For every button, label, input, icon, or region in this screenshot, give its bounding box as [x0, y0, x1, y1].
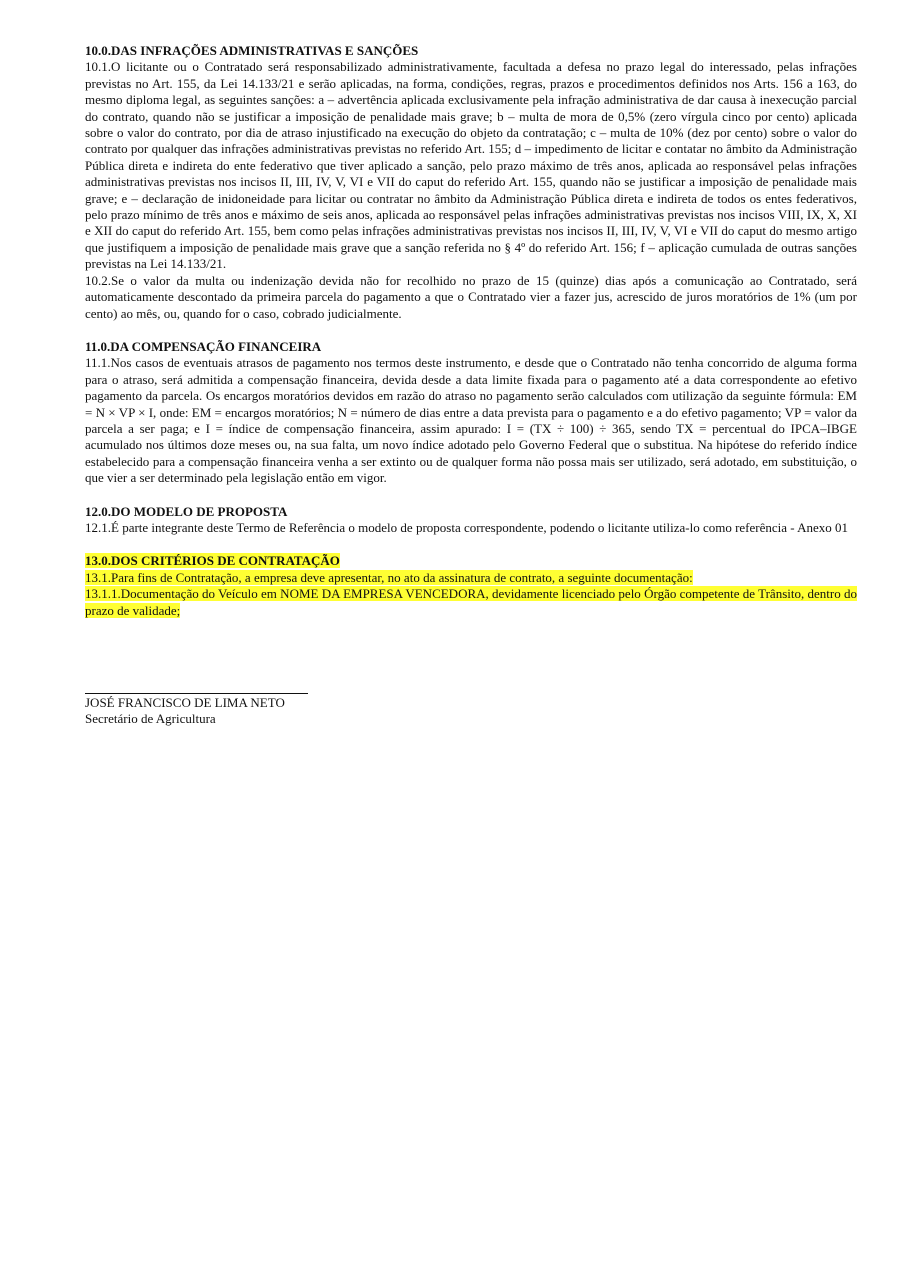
paragraph-12-1: 12.1.É parte integrante deste Termo de Referência o modelo de proposta correspondente, podendo o licitante utiliza-lo como referência - Anexo 01: [85, 519, 849, 535]
signature-block: [85, 693, 857, 728]
signatory-name: JOSÉ FRANCISCO DE LIMA NETO: [85, 695, 285, 710]
section-criterios-contratacao: [85, 553, 857, 619]
paragraph-13-1-1: [85, 586, 857, 619]
section-heading: 10.0.DAS INFRAÇÕES ADMINISTRATIVAS E SANÇÕES: [85, 43, 419, 58]
paragraph-10-1: 10.1.O licitante ou o Contratado será responsabilizado administrativamente, facultada a defesa no prazo legal do interessado, pelas infrações previstas no Art. 155, da Lei 14.133/21 e serão aplicadas, na forma, condições, regras, prazos e procedimentos definidos nos Arts. 156 a 163, do mesmo diploma legal, as seguintes sanções: a – advertência aplicada exclusivamente pela infração administrativa de dar causa à inexecução parcial do contrato, quando não se justificar a imposição de penalidade mais grave; b – multa de mora de 0,5% (zero vírgula cinco por cento) aplicada sobre o valor do contrato, por dia de atraso injustificado na execução do objeto da contratação; c – multa de 10% (dez por cento) sobre o valor do contrato por qualquer das infrações administrativas previstas no referido Art. 155; d – impedimento de licitar e contatar no âmbito da Administração Pública direta e indireta do ente federativo que tiver aplicado a sanção, pelo prazo máximo de três anos, aplicada ao responsável pelas infrações administrativas previstas nos incisos II, III, IV, V, VI e VII do caput do referido Art. 155, quando não se justificar a imposição de penalidade mais grave; e – declaração de inidoneidade para licitar ou contratar no âmbito da Administração Pública direta e indireta de todos os entes federativos, pelo prazo mínimo de três anos e máximo de seis anos, aplicada ao responsável pelas infrações administrativas previstas nos incisos VIII, IX, X, XI e XII do caput do referido Art. 155, bem como pelas infrações administrativas previstas nos incisos II, III, IV, V, VI e VII do caput do mesmo artigo que justifiquem a imposição de penalidade mais grave que a sanção referida no § 4º do referido Art. 156; f – aplicação cumulada de outras sanções previstas na Lei 14.133/21.: [85, 59, 857, 272]
paragraph-13-1: [85, 570, 857, 586]
paragraph-11-1: 11.1.Nos casos de eventuais atrasos de pagamento nos termos deste instrumento, e desde que o Contratado não tenha concorrido de alguma forma para o atraso, será admitida a compensação financeira, devida desde a data limite fixada para o pagamento até a data correspondente ao efetivo pagamento da parcela. Os encargos moratórios devidos em razão do atraso no pagamento serão calculados com utilização da seguinte fórmula: EM = N × VP × I, onde: EM = encargos moratórios; N = número de dias entre a data prevista para o pagamento e a do efetivo pagamento; VP = valor da parcela a ser paga; e I = índice de compensação financeira, assim apurado: I = (TX ÷ 100) ÷ 365, sendo TX = percentual do IPCA–IBGE acumulado nos últimos doze meses ou, na sua falta, um novo índice adotado pelo Governo Federal que o substitua. Na hipótese do referido índice estabelecido para a compensação financeira venha a ser extinto ou de qualquer forma não possa mais ser utilizado, será adotado, em substituição, o que vier a ser determinado pela legislação então em vigor.: [85, 355, 857, 486]
section-heading-highlighted: [85, 553, 857, 569]
section-infracoes: [85, 43, 857, 322]
section-heading: 11.0.DA COMPENSAÇÃO FINANCEIRA: [85, 338, 322, 354]
section-compensacao: [85, 339, 857, 487]
signature-line: [85, 693, 308, 694]
section-heading: 12.0.DO MODELO DE PROPOSTA: [85, 503, 288, 519]
section-modelo-proposta: [85, 504, 857, 537]
highlighted-text: 13.1.Para fins de Contratação, a empresa deve apresentar, no ato da assinatura de contrato, a seguinte documentação:: [85, 569, 693, 585]
highlighted-text: 13.1.1.Documentação do Veículo em NOME DA EMPRESA VENCEDORA, devidamente licenciado pelo Órgão competente de Trânsito, dentro do prazo de validade;: [85, 586, 857, 618]
signatory-title: Secretário de Agricultura: [85, 711, 216, 727]
paragraph-10-2: 10.2.Se o valor da multa ou indenização devida não for recolhido no prazo de 15 (quinze) dias após a comunicação ao Contratado, será automaticamente descontado da primeira parcela do pagamento a que o Contratado vier a fazer jus, acrescido de juros moratórios de 1% (um por cento) ao mês, ou, quando for o caso, cobrado judicialmente.: [85, 272, 857, 321]
highlighted-heading-text: 13.0.DOS CRITÉRIOS DE CONTRATAÇÃO: [85, 553, 340, 569]
